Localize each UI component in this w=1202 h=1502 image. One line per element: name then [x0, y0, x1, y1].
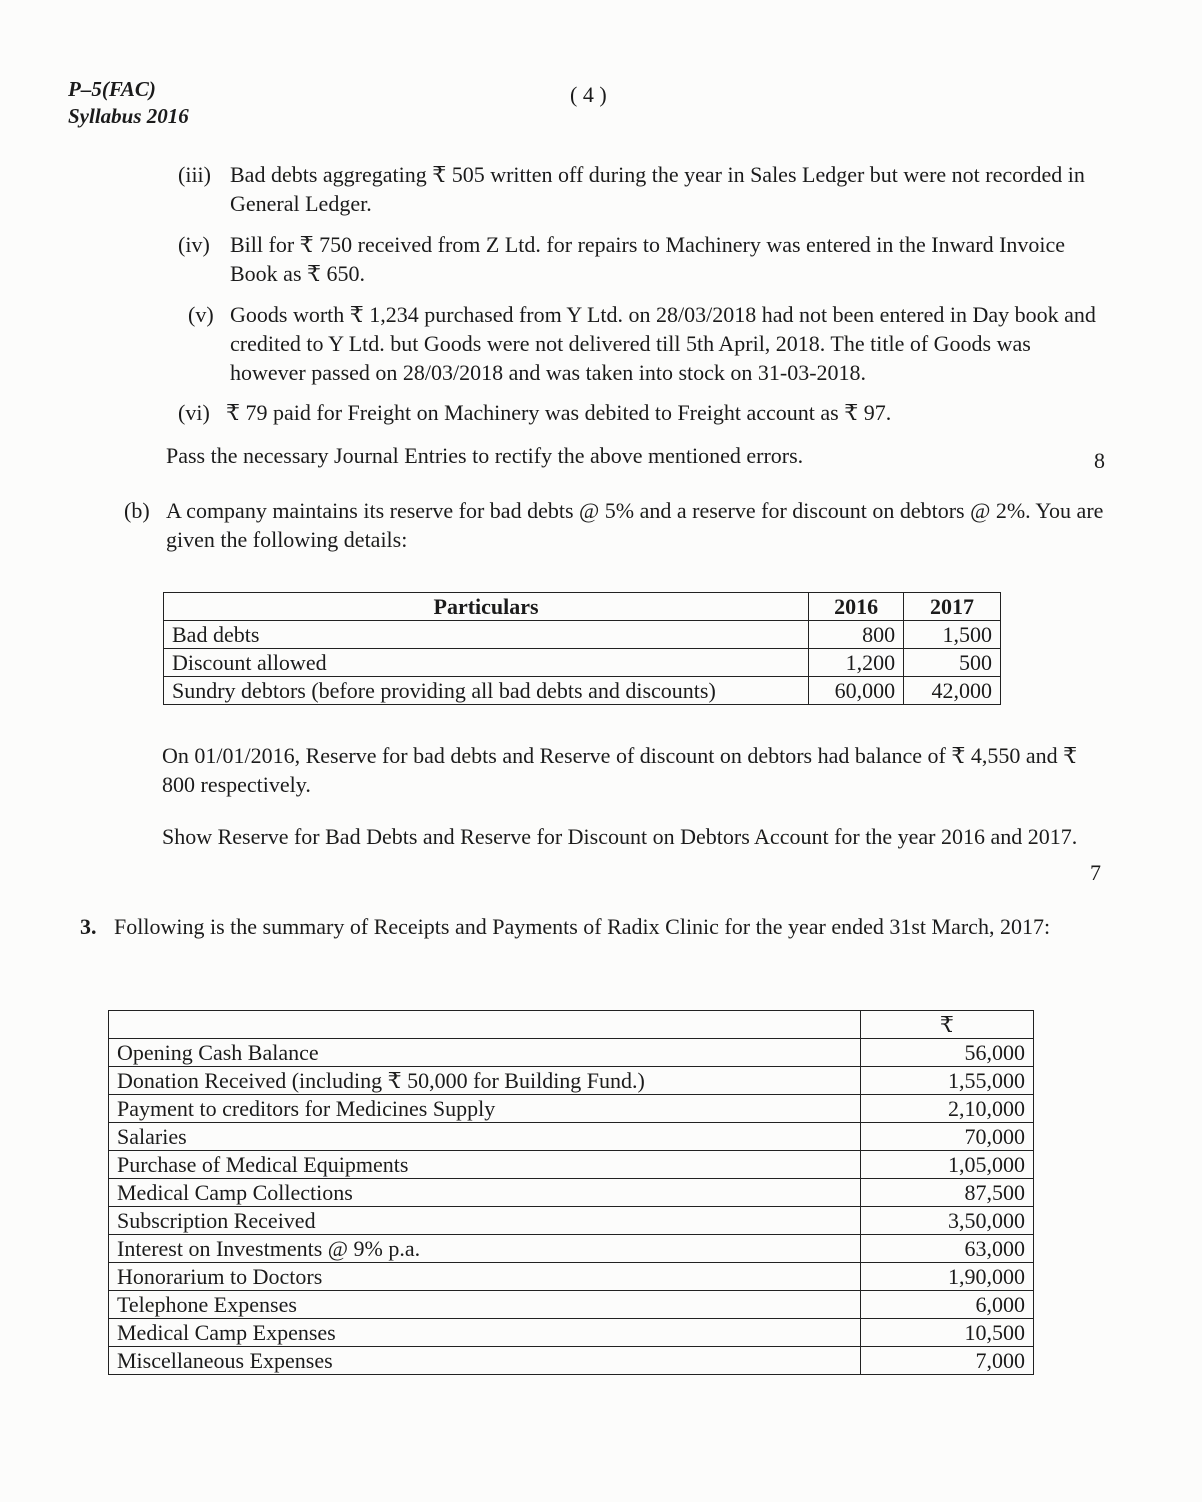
- cell-item: Subscription Received: [109, 1207, 861, 1235]
- cell-particulars: Discount allowed: [164, 649, 809, 677]
- col-header-particulars: Particulars: [164, 593, 809, 621]
- cell-amount: 63,000: [860, 1235, 1033, 1263]
- part-b-label: (b): [124, 498, 150, 523]
- table-row: [109, 1263, 1034, 1291]
- table-row: [164, 621, 1001, 649]
- table-row: [109, 1039, 1034, 1067]
- cell-amount: 1,90,000: [860, 1263, 1033, 1291]
- cell-item: Miscellaneous Expenses: [109, 1347, 861, 1375]
- cell-amount: 1,55,000: [860, 1067, 1033, 1095]
- debtors-table: [163, 592, 1001, 705]
- cell-amount: 1,05,000: [860, 1151, 1033, 1179]
- cell-2017: 1,500: [904, 621, 1001, 649]
- list-item: [178, 398, 1108, 428]
- question-3-intro: Following is the summary of Receipts and Payments of Radix Clinic for the year ended 31st March, 2017:: [114, 914, 1051, 939]
- cell-amount: 2,10,000: [860, 1095, 1033, 1123]
- cell-amount: 56,000: [860, 1039, 1033, 1067]
- cell-particulars: Sundry debtors (before providing all bad debts and discounts): [164, 677, 809, 705]
- table-row: [109, 1235, 1034, 1263]
- table-row: [109, 1179, 1034, 1207]
- table-header-row: [109, 1011, 1034, 1039]
- cell-2016: 60,000: [809, 677, 904, 705]
- table-row: [109, 1151, 1034, 1179]
- item-text: Bad debts aggregating ₹ 505 written off during the year in Sales Ledger but were not recorded in General Ledger.: [230, 162, 1085, 216]
- question-3-number: 3.: [80, 914, 97, 939]
- item-label: (v): [188, 302, 214, 327]
- cell-2017: 500: [904, 649, 1001, 677]
- cell-2016: 1,200: [809, 649, 904, 677]
- item-label: (iii): [178, 162, 211, 187]
- table-row: [109, 1291, 1034, 1319]
- instruction-a: Pass the necessary Journal Entries to rectify the above mentioned errors.: [166, 443, 804, 468]
- cell-amount: 3,50,000: [860, 1207, 1033, 1235]
- cell-2017: 42,000: [904, 677, 1001, 705]
- cell-item: Payment to creditors for Medicines Supply: [109, 1095, 861, 1123]
- part-b-note: On 01/01/2016, Reserve for bad debts and Reserve of discount on debtors had balance of ₹ 4,550 and ₹ 800 respectively.: [162, 743, 1078, 797]
- col-header-2016: 2016: [809, 593, 904, 621]
- item-text: Goods worth ₹ 1,234 purchased from Y Ltd. on 28/03/2018 had not been entered in Day book and credited to Y Ltd. but Goods were not delivered till 5th April, 2018. The title of Goods was however passed on 28/03/2018 and was taken into stock on 31-03-2018.: [230, 302, 1096, 385]
- cell-item: Donation Received (including ₹ 50,000 for Building Fund.): [109, 1067, 861, 1095]
- cell-item: Salaries: [109, 1123, 861, 1151]
- cell-item: Opening Cash Balance: [109, 1039, 861, 1067]
- paper-code: P–5(FAC): [68, 77, 156, 101]
- table-header-row: [164, 593, 1001, 621]
- item-label: (iv): [178, 232, 210, 257]
- cell-item: Telephone Expenses: [109, 1291, 861, 1319]
- item-text: Bill for ₹ 750 received from Z Ltd. for repairs to Machinery was entered in the Inward Invoice Book as ₹ 650.: [230, 232, 1066, 286]
- table-row: [109, 1207, 1034, 1235]
- cell-amount: 6,000: [860, 1291, 1033, 1319]
- item-label: (vi): [178, 400, 210, 425]
- cell-item: Honorarium to Doctors: [109, 1263, 861, 1291]
- table-row: [109, 1123, 1034, 1151]
- col-header-blank: [109, 1011, 861, 1039]
- list-item: [178, 230, 1108, 288]
- page-number: ( 4 ): [570, 82, 607, 107]
- col-header-amount: ₹: [860, 1011, 1033, 1039]
- list-item: [178, 160, 1108, 218]
- col-header-2017: 2017: [904, 593, 1001, 621]
- marks-a: 8: [1094, 448, 1105, 473]
- cell-item: Medical Camp Collections: [109, 1179, 861, 1207]
- cell-item: Interest on Investments @ 9% p.a.: [109, 1235, 861, 1263]
- marks-b: 7: [1090, 860, 1101, 885]
- part-b-intro: A company maintains its reserve for bad debts @ 5% and a reserve for discount on debtors @ 2%. You are given the following details:: [166, 498, 1104, 552]
- table-row: [109, 1067, 1034, 1095]
- cell-particulars: Bad debts: [164, 621, 809, 649]
- cell-amount: 70,000: [860, 1123, 1033, 1151]
- table-row: [164, 649, 1001, 677]
- cell-item: Purchase of Medical Equipments: [109, 1151, 861, 1179]
- cell-item: Medical Camp Expenses: [109, 1319, 861, 1347]
- item-text: ₹ 79 paid for Freight on Machinery was debited to Freight account as ₹ 97.: [226, 400, 892, 425]
- syllabus-label: Syllabus 2016: [68, 104, 189, 128]
- cell-amount: 87,500: [860, 1179, 1033, 1207]
- table-row: [109, 1095, 1034, 1123]
- cell-amount: 7,000: [860, 1347, 1033, 1375]
- cell-amount: 10,500: [860, 1319, 1033, 1347]
- cell-2016: 800: [809, 621, 904, 649]
- table-row: [164, 677, 1001, 705]
- table-row: [109, 1319, 1034, 1347]
- part-b-instruction: Show Reserve for Bad Debts and Reserve for Discount on Debtors Account for the year 2016 and 2017.: [162, 824, 1078, 849]
- list-item: [178, 300, 1108, 388]
- table-row: [109, 1347, 1034, 1375]
- receipts-payments-table: [108, 1010, 1034, 1375]
